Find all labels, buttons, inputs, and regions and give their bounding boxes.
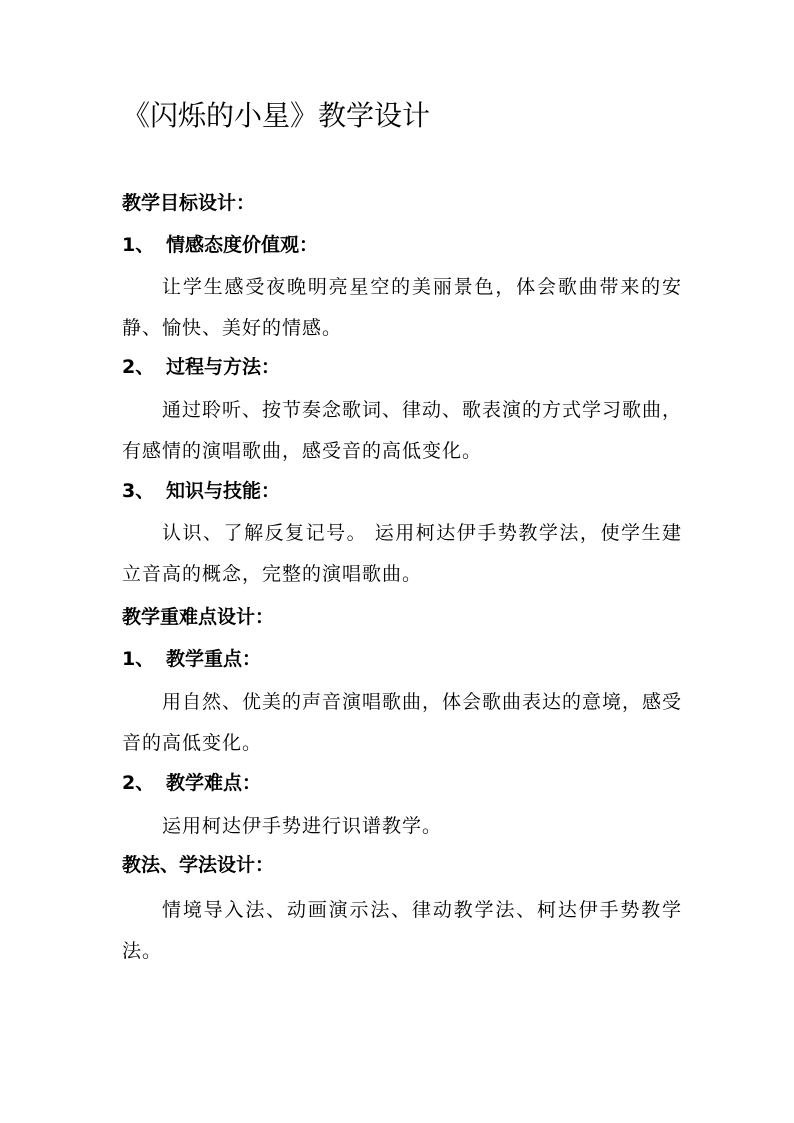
keypoint-item-1-heading: [122, 646, 261, 672]
section-heading-keypoints: 教学重难点设计：: [122, 606, 275, 628]
goal-item-3-label: 知识与技能：: [166, 480, 281, 502]
goal-item-2-text: 通过聆听、按节奏念歌词、律动、歌表演的方式学习歌曲，有感情的演唱歌曲，感受音的高低变化。: [122, 399, 683, 462]
keypoint-item-1-label: 教学重点：: [166, 648, 262, 670]
goal-item-1-label: 情感态度价值观：: [166, 234, 319, 256]
goal-item-3-heading: [122, 478, 280, 504]
keypoint-item-1-number: 1、: [122, 648, 155, 670]
keypoint-item-2-number: 2、: [122, 772, 155, 794]
methods-text: 情境导入法、动画演示法、律动教学法、柯达伊手势教学法。: [122, 899, 682, 962]
keypoint-item-2-text: 运用柯达伊手势进行识谱教学。: [162, 815, 443, 837]
goal-item-1-text: 让学生感受夜晚明亮星空的美丽景色，体会歌曲带来的安静、愉快、美好的情感。: [122, 276, 682, 339]
goal-item-2-heading: [122, 354, 280, 380]
goal-item-2-number: 2、: [122, 356, 155, 378]
goal-item-3-number: 3、: [122, 480, 155, 502]
section-heading-goals: 教学目标设计：: [122, 192, 256, 214]
document-title: 《闪烁的小星》教学设计: [122, 99, 431, 132]
keypoint-item-1-text: 用自然、优美的声音演唱歌曲，体会歌曲表达的意境，感受音的高低变化。: [122, 691, 683, 754]
section-heading-methods: 教法、学法设计：: [122, 854, 275, 876]
goal-item-2-label: 过程与方法：: [166, 356, 281, 378]
goal-item-3-text: 认识、了解反复记号。 运用柯达伊手势教学法，使学生建立音高的概念，完整的演唱歌曲。: [122, 522, 682, 585]
keypoint-item-2-heading: [122, 770, 261, 796]
goal-item-1-heading: [122, 232, 318, 258]
goal-item-1-number: 1、: [122, 234, 155, 256]
keypoint-item-2-label: 教学难点：: [166, 772, 262, 794]
